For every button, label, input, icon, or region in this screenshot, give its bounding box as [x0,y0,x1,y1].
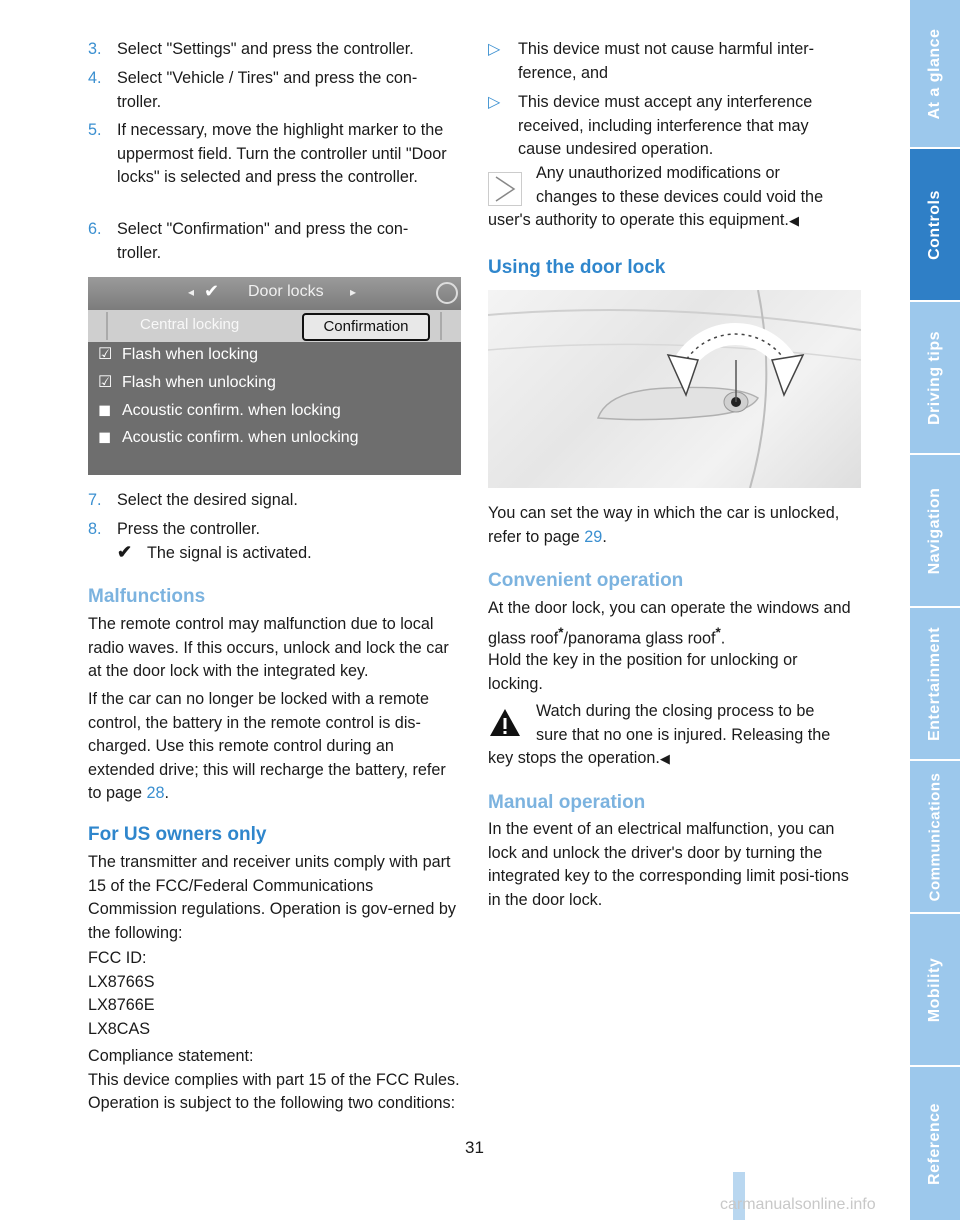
tab-at-a-glance[interactable] [910,0,960,147]
step-3 [88,38,468,62]
tab-entertainment[interactable] [910,608,960,759]
malfunctions-p2 [88,688,463,806]
option-label: Flash when locking [122,346,259,363]
tab-central-locking[interactable]: Central locking [140,316,240,333]
warning-note [488,700,863,771]
tab-mobility[interactable] [910,914,960,1065]
tab-navigation[interactable] [910,455,960,606]
tab-communications[interactable] [910,761,960,912]
note-line-end [488,209,863,233]
step-number: 6. [88,220,102,238]
compliance-block [88,1045,463,1116]
door-lock-illustration [488,290,861,488]
fcc-id: LX8766E [88,996,155,1014]
tab-label: At a glance [926,28,943,119]
checkmark-icon: ✔ [117,542,133,562]
malfunctions-p2-text: If the car can no longer be locked with a remote control, the battery in the remote control is dis-charged. Use this remote control during an extended drive; this will recharge the battery, refer to page [88,690,446,802]
manual-p1: In the event of an electrical malfunction, you can lock and unlock the driver's door by turning the integrated key to the corresponding limit posi-tions in the door lock. [488,820,849,909]
tab-label: Entertainment [926,626,943,741]
info-icon [436,282,458,304]
period: . [602,527,607,546]
tab-reference[interactable] [910,1067,960,1220]
step-7 [88,489,468,513]
tab-label: Navigation [926,487,943,574]
manual-heading: Manual operation [488,792,646,813]
tab-label: Reference [926,1102,943,1185]
warning-line-end [488,747,863,771]
compliance-text: This device complies with part 15 of the FCC Rules. Operation is subject to the following two conditions: [88,1070,460,1112]
malfunctions-heading: Malfunctions [88,586,206,607]
step-text: If necessary, move the highlight marker to the uppermost field. Turn the controller until "Door locks" is selected and press the controller. [117,121,447,186]
door-lock-text-body: You can set the way in which the car is unlocked, refer to page [488,504,840,546]
option-acoustic-locking[interactable] [98,400,341,420]
bullet-text: This device must not cause harmful inter-ference, and [518,40,814,82]
fcc-label: FCC ID: [88,949,147,967]
door-locks-screen [88,277,461,475]
option-flash-unlocking[interactable] [98,372,276,392]
convenient-heading: Convenient operation [488,570,684,591]
step-number: 8. [88,520,102,538]
step-text: Select "Confirmation" and press the con-troller. [117,220,409,262]
optional-star: * [715,624,721,640]
warning-line: sure that no one is injured. Releasing the [536,725,831,744]
us-owners-p1: The transmitter and receiver units comply with part 15 of the FCC/Federal Communications Commission regulations. Operation is gov-erned by the following: [88,853,456,942]
fcc-block [88,947,463,1041]
tab-label: Driving tips [926,330,943,425]
tab-divider [440,312,442,340]
unchecked-icon: ◼ [98,429,112,446]
screen-header [88,277,461,310]
page-link-29[interactable]: 29 [584,527,603,546]
door-lock-text [488,502,863,549]
note-line: Any unauthorized modifications or [536,164,780,182]
checked-icon: ☑ [98,374,113,391]
end-mark-icon: ◀ [788,213,799,228]
page-link-28[interactable]: 28 [146,784,165,802]
unchecked-icon: ◼ [98,402,112,419]
convenient-text: /panorama glass roof [563,628,716,647]
option-flash-locking[interactable] [98,344,258,364]
period: . [164,784,170,802]
bullet-marker: ▷ [488,40,501,58]
option-label: Acoustic confirm. when locking [122,402,341,419]
period: . [720,628,726,647]
compliance-label: Compliance statement: [88,1047,254,1065]
step-text: Press the controller. [117,520,261,538]
tab-label: Mobility [926,957,943,1022]
step-5 [88,119,468,190]
warning-text: key stops the operation. [488,749,660,767]
bullet-1 [488,38,863,85]
option-label: Acoustic confirm. when unlocking [122,429,359,446]
note-line: changes to these devices could void the [536,187,824,206]
us-owners-heading: For US owners only [88,824,267,845]
door-lock-heading: Using the door lock [488,257,666,278]
step-text: Select "Vehicle / Tires" and press the con-troller. [117,69,418,111]
page-number: 31 [465,1138,484,1157]
convenient-text: At the door lock, you can operate the windows and glass roof [488,599,851,647]
step-number: 5. [88,121,102,139]
step-number: 4. [88,69,102,87]
end-mark-icon: ◀ [659,751,670,766]
fcc-id: LX8766S [88,972,155,991]
tab-driving-tips[interactable] [910,302,960,453]
signal-line [117,541,312,566]
screen-title: Door locks [248,283,324,300]
tab-divider [106,312,108,340]
malfunctions-p1: The remote control may malfunction due to local radio waves. If this occurs, unlock and lock the car at the door lock with the integrated key. [88,615,449,680]
bullet-2 [488,91,863,162]
optional-star: * [558,624,564,640]
step-4 [88,67,468,114]
arrow-left-icon: ◂ [188,285,195,299]
signal-text: The signal is activated. [147,544,312,562]
arrow-right-icon: ▸ [350,285,357,299]
bullet-text: This device must accept any interference received, including interference that may cause undesired operation. [518,93,813,158]
step-number: 3. [88,40,102,58]
fcc-id: LX8CAS [88,1019,151,1038]
step-text: Select the desired signal. [117,491,298,509]
option-label: Flash when unlocking [122,374,276,391]
tab-controls[interactable] [910,149,960,300]
convenient-p2: Hold the key in the position for unlocking or locking. [488,651,798,693]
warning-line: Watch during the closing process to be [536,702,815,720]
screen-tabs [88,310,461,342]
convenient-p1 [488,597,863,650]
step-8 [88,518,468,542]
bullet-marker: ▷ [488,93,501,111]
option-acoustic-unlocking[interactable] [98,427,359,447]
step-text: Select "Settings" and press the controller. [117,40,414,58]
tab-label: Communications [926,772,944,901]
note-text: user's authority to operate this equipment. [488,211,789,229]
step-6 [88,218,468,265]
watermark: carmanualsonline.info [720,1196,876,1213]
note-1 [488,162,863,233]
checked-icon: ☑ [98,346,113,363]
tab-confirmation[interactable]: Confirmation [302,313,430,341]
car-check-icon: ✔ [204,281,220,301]
step-number: 7. [88,491,102,509]
tab-label: Controls [926,189,943,260]
